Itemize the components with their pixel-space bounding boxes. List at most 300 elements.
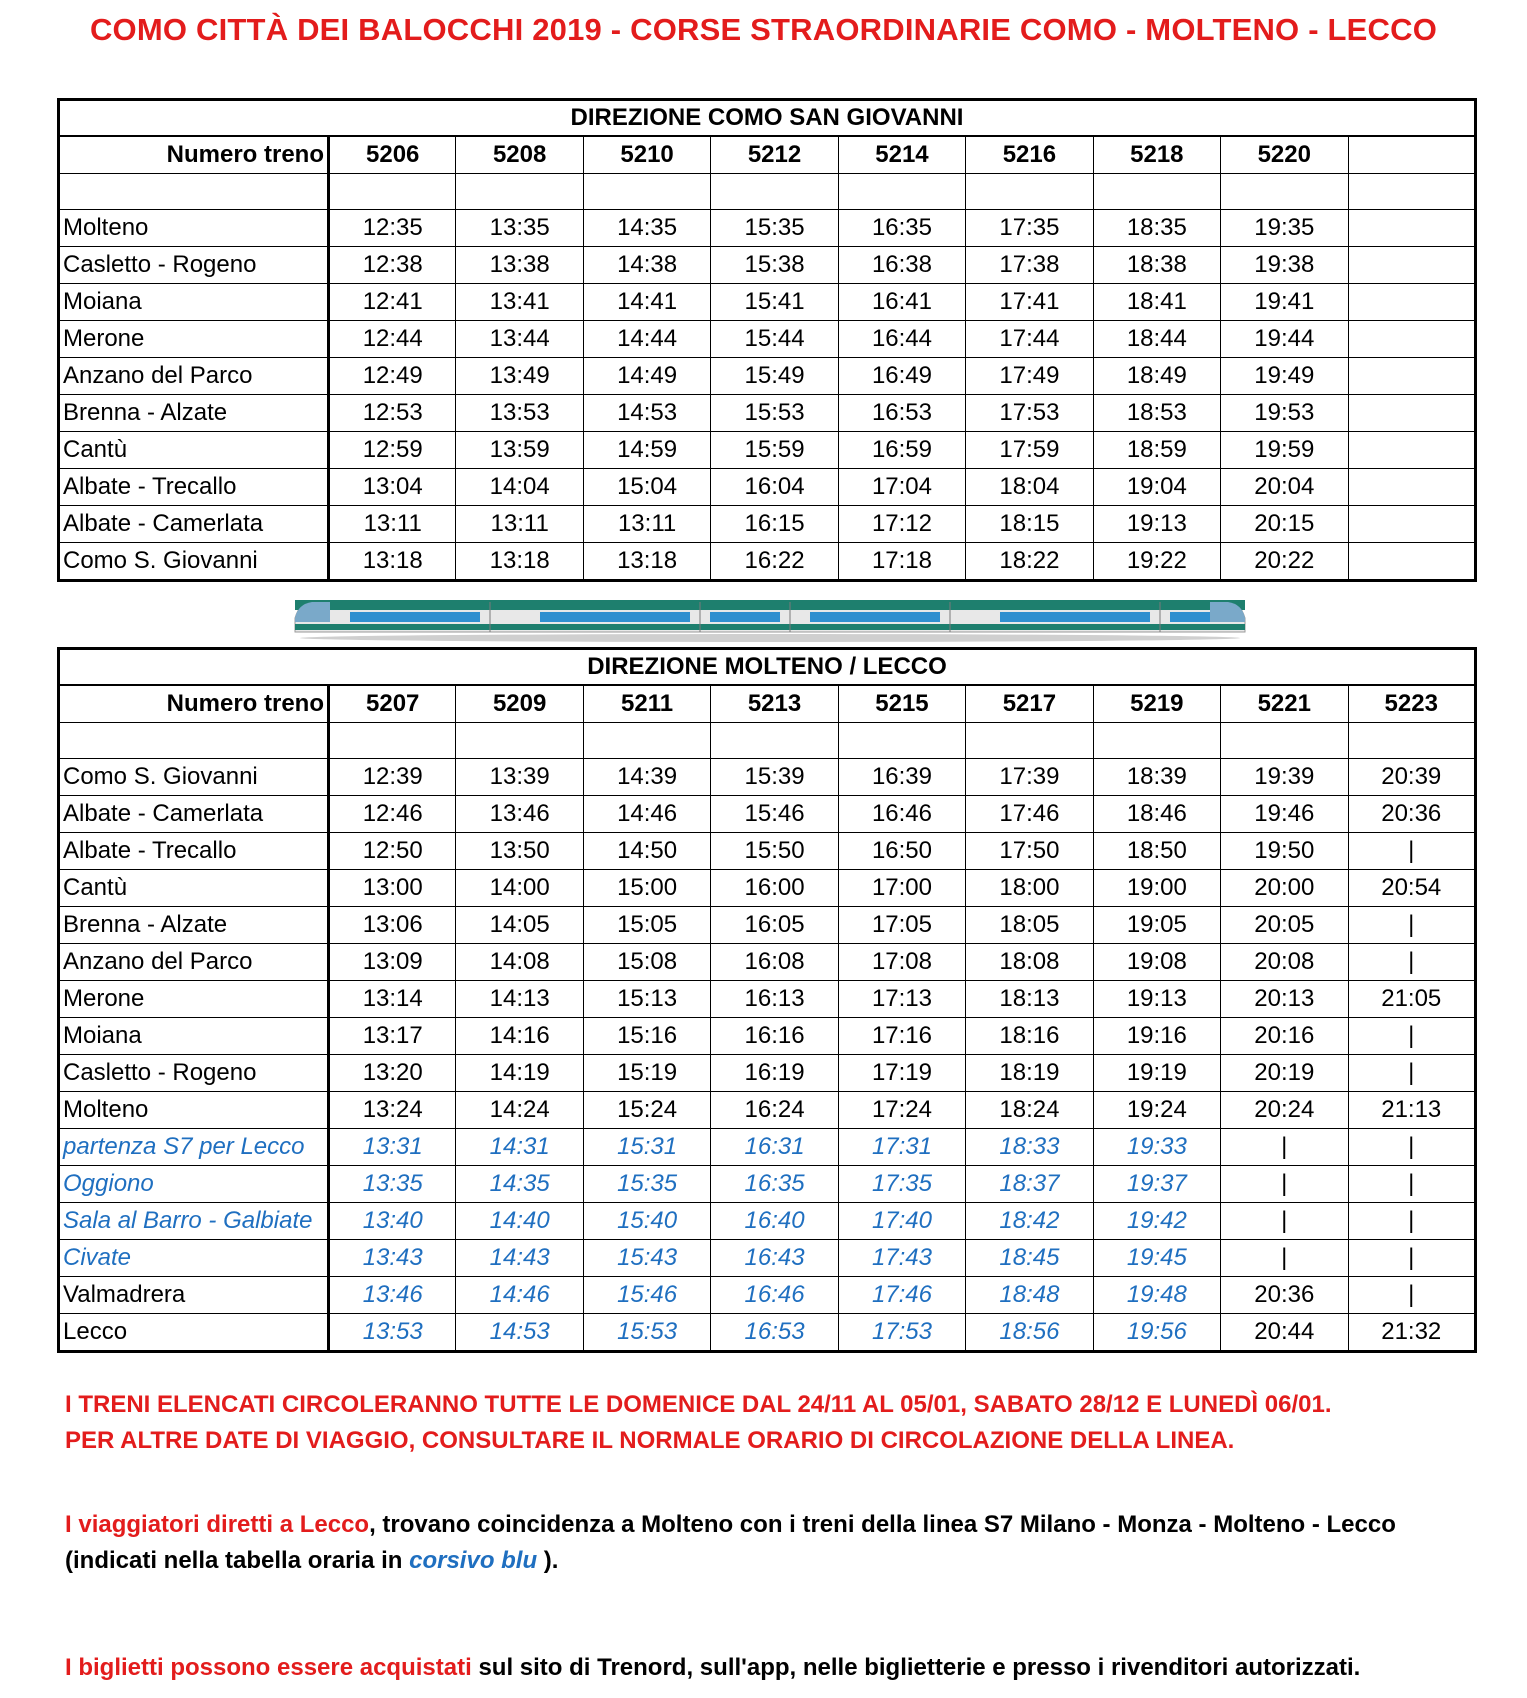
- departure-time: 20:54: [1348, 870, 1476, 907]
- table-row: [59, 1203, 1476, 1240]
- departure-time: 15:31: [583, 1129, 710, 1166]
- departure-time: 20:00: [1221, 870, 1348, 907]
- train-number: 5209: [456, 685, 583, 723]
- departure-time: 17:53: [966, 395, 1093, 432]
- station-name: Merone: [59, 321, 329, 358]
- departure-time: 18:39: [1093, 759, 1220, 796]
- train-number: 5208: [456, 136, 583, 174]
- spacer-cell: [1221, 174, 1348, 210]
- departure-time: 17:08: [838, 944, 965, 981]
- departure-time: 18:56: [966, 1314, 1093, 1352]
- spacer-cell: [59, 723, 329, 759]
- departure-time: 13:04: [329, 469, 456, 506]
- table-row: [59, 1166, 1476, 1203]
- departure-time: 18:59: [1093, 432, 1220, 469]
- departure-time: 16:31: [711, 1129, 838, 1166]
- station-name: Oggiono: [59, 1166, 329, 1203]
- departure-time: 19:16: [1093, 1018, 1220, 1055]
- departure-time: 17:46: [966, 796, 1093, 833]
- departure-time: 18:44: [1093, 321, 1220, 358]
- train-number-label: Numero treno: [59, 685, 329, 723]
- departure-time: 13:11: [456, 506, 583, 543]
- departure-time: 13:43: [329, 1240, 456, 1277]
- departure-time: 18:45: [966, 1240, 1093, 1277]
- departure-time: 14:44: [583, 321, 710, 358]
- departure-time: 15:08: [583, 944, 710, 981]
- departure-time: 16:49: [838, 358, 965, 395]
- departure-time: 19:56: [1093, 1314, 1220, 1352]
- departure-time: [1348, 543, 1476, 581]
- spacer-cell: [1221, 723, 1348, 759]
- departure-time: 14:46: [583, 796, 710, 833]
- train-number: 5210: [583, 136, 710, 174]
- departure-time: [1348, 432, 1476, 469]
- departure-time: 14:35: [456, 1166, 583, 1203]
- connection-note: [65, 1507, 1396, 1579]
- departure-time: 18:19: [966, 1055, 1093, 1092]
- departure-time: 18:46: [1093, 796, 1220, 833]
- departure-time: 13:53: [456, 395, 583, 432]
- spacer-cell: [711, 174, 838, 210]
- table-row: [59, 796, 1476, 833]
- departure-time: 12:50: [329, 833, 456, 870]
- departure-time: 16:40: [711, 1203, 838, 1240]
- table-row: [59, 1055, 1476, 1092]
- departure-time: 13:20: [329, 1055, 456, 1092]
- departure-time: 16:46: [711, 1277, 838, 1314]
- train-number: 5207: [329, 685, 456, 723]
- departure-time: 16:22: [711, 543, 838, 581]
- departure-time: 13:18: [583, 543, 710, 581]
- station-name: Albate - Camerlata: [59, 796, 329, 833]
- departure-time: 18:48: [966, 1277, 1093, 1314]
- departure-time: 17:12: [838, 506, 965, 543]
- table-row: [59, 247, 1476, 284]
- departure-time: 17:19: [838, 1055, 965, 1092]
- departure-time: 17:16: [838, 1018, 965, 1055]
- table-row: [59, 833, 1476, 870]
- departure-time: 16:41: [838, 284, 965, 321]
- table-row: [59, 1129, 1476, 1166]
- departure-time: 19:45: [1093, 1240, 1220, 1277]
- station-name: Casletto - Rogeno: [59, 1055, 329, 1092]
- departure-time: 16:15: [711, 506, 838, 543]
- spacer-cell: [838, 723, 965, 759]
- departure-time: |: [1348, 1240, 1476, 1277]
- connection-line-2: [65, 1543, 1396, 1579]
- timetable-molteno-lecco: [57, 647, 1477, 1353]
- departure-time: |: [1221, 1203, 1348, 1240]
- spacer-row: [59, 723, 1476, 759]
- departure-time: |: [1348, 944, 1476, 981]
- timetable-como: [57, 98, 1477, 582]
- departure-time: 15:39: [711, 759, 838, 796]
- spacer-cell: [1093, 174, 1220, 210]
- departure-time: 13:46: [329, 1277, 456, 1314]
- departure-time: 18:41: [1093, 284, 1220, 321]
- departure-time: |: [1221, 1166, 1348, 1203]
- departure-time: 14:16: [456, 1018, 583, 1055]
- legend-suffix: ).: [537, 1547, 559, 1574]
- departure-time: 19:22: [1093, 543, 1220, 581]
- departure-time: 16:13: [711, 981, 838, 1018]
- departure-time: 15:16: [583, 1018, 710, 1055]
- departure-time: [1348, 321, 1476, 358]
- departure-time: 16:46: [838, 796, 965, 833]
- table-row: [59, 506, 1476, 543]
- departure-time: 18:04: [966, 469, 1093, 506]
- departure-time: 20:39: [1348, 759, 1476, 796]
- departure-time: 13:40: [329, 1203, 456, 1240]
- direction-row: [59, 100, 1476, 137]
- departure-time: 13:49: [456, 358, 583, 395]
- spacer-row: [59, 174, 1476, 210]
- departure-time: 14:31: [456, 1129, 583, 1166]
- station-name: Brenna - Alzate: [59, 395, 329, 432]
- departure-time: 16:44: [838, 321, 965, 358]
- connection-text: , trovano coincidenza a Molteno con i treni della linea S7 Milano - Monza - Molteno - Lecco: [369, 1511, 1396, 1538]
- departure-time: 19:04: [1093, 469, 1220, 506]
- departure-time: 17:18: [838, 543, 965, 581]
- station-name: Molteno: [59, 210, 329, 247]
- departure-time: 13:38: [456, 247, 583, 284]
- departure-time: 13:39: [456, 759, 583, 796]
- departure-time: 19:59: [1221, 432, 1348, 469]
- departure-time: 18:35: [1093, 210, 1220, 247]
- departure-time: 14:59: [583, 432, 710, 469]
- departure-time: 19:33: [1093, 1129, 1220, 1166]
- departure-time: 20:16: [1221, 1018, 1348, 1055]
- departure-time: |: [1348, 1277, 1476, 1314]
- station-name: Cantù: [59, 432, 329, 469]
- station-name: Civate: [59, 1240, 329, 1277]
- connection-highlight: viaggiatori diretti a Lecco: [78, 1511, 370, 1538]
- departure-time: 17:38: [966, 247, 1093, 284]
- departure-time: 17:24: [838, 1092, 965, 1129]
- departure-time: [1348, 506, 1476, 543]
- departure-time: 13:59: [456, 432, 583, 469]
- departure-time: 15:05: [583, 907, 710, 944]
- departure-time: |: [1221, 1129, 1348, 1166]
- station-name: Anzano del Parco: [59, 944, 329, 981]
- departure-time: 17:13: [838, 981, 965, 1018]
- departure-time: 15:46: [583, 1277, 710, 1314]
- departure-time: 14:35: [583, 210, 710, 247]
- departure-time: 21:05: [1348, 981, 1476, 1018]
- departure-time: 17:41: [966, 284, 1093, 321]
- departure-time: 13:14: [329, 981, 456, 1018]
- departure-time: 17:35: [966, 210, 1093, 247]
- departure-time: 18:38: [1093, 247, 1220, 284]
- page-title: COMO CITTÀ DEI BALOCCHI 2019 - CORSE STRAORDINARIE COMO - MOLTENO - LECCO: [89, 12, 1438, 47]
- departure-time: |: [1221, 1240, 1348, 1277]
- station-name: Albate - Trecallo: [59, 833, 329, 870]
- station-name: Albate - Trecallo: [59, 469, 329, 506]
- table-row: [59, 1092, 1476, 1129]
- departure-time: 18:49: [1093, 358, 1220, 395]
- departure-time: 20:13: [1221, 981, 1348, 1018]
- train-number-label: Numero treno: [59, 136, 329, 174]
- table-row: [59, 944, 1476, 981]
- departure-time: 13:18: [456, 543, 583, 581]
- departure-time: 14:04: [456, 469, 583, 506]
- table-row: [59, 907, 1476, 944]
- table-row: [59, 759, 1476, 796]
- tickets-highlight: I biglietti possono essere acquistati: [65, 1654, 472, 1681]
- departure-time: 19:48: [1093, 1277, 1220, 1314]
- departure-time: 17:40: [838, 1203, 965, 1240]
- departure-time: 14:13: [456, 981, 583, 1018]
- train-number: 5223: [1348, 685, 1476, 723]
- departure-time: 13:06: [329, 907, 456, 944]
- departure-time: 16:19: [711, 1055, 838, 1092]
- departure-time: 19:42: [1093, 1203, 1220, 1240]
- departure-time: 16:05: [711, 907, 838, 944]
- departure-time: 19:24: [1093, 1092, 1220, 1129]
- departure-time: 15:40: [583, 1203, 710, 1240]
- departure-time: 17:31: [838, 1129, 965, 1166]
- departure-time: 13:24: [329, 1092, 456, 1129]
- spacer-cell: [329, 174, 456, 210]
- departure-time: 18:00: [966, 870, 1093, 907]
- departure-time: |: [1348, 1129, 1476, 1166]
- departure-time: 17:46: [838, 1277, 965, 1314]
- station-name: Merone: [59, 981, 329, 1018]
- departure-time: 17:35: [838, 1166, 965, 1203]
- departure-time: 13:46: [456, 796, 583, 833]
- departure-time: 19:39: [1221, 759, 1348, 796]
- departure-time: 18:22: [966, 543, 1093, 581]
- departure-time: 13:17: [329, 1018, 456, 1055]
- direction-heading: DIREZIONE MOLTENO / LECCO: [59, 649, 1476, 686]
- departure-time: 15:19: [583, 1055, 710, 1092]
- train-number: 5221: [1221, 685, 1348, 723]
- spacer-cell: [838, 174, 965, 210]
- departure-time: 16:59: [838, 432, 965, 469]
- spacer-cell: [966, 723, 1093, 759]
- train-number: 5220: [1221, 136, 1348, 174]
- departure-time: 17:43: [838, 1240, 965, 1277]
- spacer-cell: [583, 723, 710, 759]
- station-name: Como S. Giovanni: [59, 759, 329, 796]
- departure-time: |: [1348, 1166, 1476, 1203]
- departure-time: 16:43: [711, 1240, 838, 1277]
- departure-time: 14:08: [456, 944, 583, 981]
- departure-time: 16:08: [711, 944, 838, 981]
- departure-time: 13:44: [456, 321, 583, 358]
- departure-time: 15:35: [711, 210, 838, 247]
- station-name: Brenna - Alzate: [59, 907, 329, 944]
- departure-time: 16:04: [711, 469, 838, 506]
- train-number-row: [59, 685, 1476, 723]
- table-row: [59, 1314, 1476, 1352]
- departure-time: 20:05: [1221, 907, 1348, 944]
- departure-time: 12:49: [329, 358, 456, 395]
- departure-time: 20:19: [1221, 1055, 1348, 1092]
- station-name: Lecco: [59, 1314, 329, 1352]
- spacer-cell: [59, 174, 329, 210]
- departure-time: 13:50: [456, 833, 583, 870]
- departure-time: [1348, 358, 1476, 395]
- departure-time: 16:00: [711, 870, 838, 907]
- tickets-note: [65, 1650, 1360, 1686]
- departure-time: 12:38: [329, 247, 456, 284]
- departure-time: 19:13: [1093, 981, 1220, 1018]
- departure-time: 17:50: [966, 833, 1093, 870]
- departure-time: 17:59: [966, 432, 1093, 469]
- departure-time: 12:59: [329, 432, 456, 469]
- departure-time: 13:18: [329, 543, 456, 581]
- departure-time: 16:35: [838, 210, 965, 247]
- departure-time: 20:08: [1221, 944, 1348, 981]
- departure-time: 19:50: [1221, 833, 1348, 870]
- spacer-cell: [456, 723, 583, 759]
- departure-time: 12:41: [329, 284, 456, 321]
- station-name: Moiana: [59, 1018, 329, 1055]
- departure-time: 19:44: [1221, 321, 1348, 358]
- departure-time: 15:59: [711, 432, 838, 469]
- spacer-cell: [456, 174, 583, 210]
- departure-time: 13:53: [329, 1314, 456, 1352]
- departure-time: |: [1348, 907, 1476, 944]
- train-number: 5212: [711, 136, 838, 174]
- validity-line-1: I TRENI ELENCATI CIRCOLERANNO TUTTE LE DOMENICE DAL 24/11 AL 05/01, SABATO 28/12 E LUNEDÌ 06/01.: [65, 1391, 1332, 1418]
- departure-time: 13:11: [583, 506, 710, 543]
- departure-time: 16:38: [838, 247, 965, 284]
- departure-time: 14:39: [583, 759, 710, 796]
- departure-time: 17:39: [966, 759, 1093, 796]
- table-row: [59, 543, 1476, 581]
- departure-time: 15:35: [583, 1166, 710, 1203]
- departure-time: 14:43: [456, 1240, 583, 1277]
- departure-time: 20:04: [1221, 469, 1348, 506]
- departure-time: 17:04: [838, 469, 965, 506]
- departure-time: 12:46: [329, 796, 456, 833]
- departure-time: 18:13: [966, 981, 1093, 1018]
- table-row: [59, 395, 1476, 432]
- departure-time: 16:24: [711, 1092, 838, 1129]
- table-row: [59, 981, 1476, 1018]
- departure-time: 19:53: [1221, 395, 1348, 432]
- departure-time: 19:37: [1093, 1166, 1220, 1203]
- spacer-cell: [583, 174, 710, 210]
- departure-time: 17:05: [838, 907, 965, 944]
- legend-blue-italic: corsivo blu: [409, 1547, 538, 1574]
- station-name: Anzano del Parco: [59, 358, 329, 395]
- departure-time: 16:16: [711, 1018, 838, 1055]
- departure-time: 18:15: [966, 506, 1093, 543]
- table-row: [59, 210, 1476, 247]
- train-number: 5211: [583, 685, 710, 723]
- departure-time: 16:50: [838, 833, 965, 870]
- departure-time: 13:35: [329, 1166, 456, 1203]
- departure-time: 21:32: [1348, 1314, 1476, 1352]
- departure-time: 15:24: [583, 1092, 710, 1129]
- departure-time: 15:43: [583, 1240, 710, 1277]
- train-number-row: [59, 136, 1476, 174]
- departure-time: 15:04: [583, 469, 710, 506]
- departure-time: 17:49: [966, 358, 1093, 395]
- departure-time: 13:35: [456, 210, 583, 247]
- legend-prefix: (indicati nella tabella oraria in: [65, 1547, 410, 1574]
- departure-time: 18:08: [966, 944, 1093, 981]
- table-row: [59, 432, 1476, 469]
- departure-time: 18:33: [966, 1129, 1093, 1166]
- departure-time: 17:00: [838, 870, 965, 907]
- departure-time: 19:46: [1221, 796, 1348, 833]
- departure-time: 15:00: [583, 870, 710, 907]
- departure-time: 18:24: [966, 1092, 1093, 1129]
- table-row: [59, 1240, 1476, 1277]
- departure-time: 14:19: [456, 1055, 583, 1092]
- departure-time: [1348, 247, 1476, 284]
- spacer-cell: [1348, 174, 1476, 210]
- spacer-cell: [966, 174, 1093, 210]
- departure-time: 12:35: [329, 210, 456, 247]
- connection-prefix: I: [65, 1511, 79, 1538]
- departure-time: 19:13: [1093, 506, 1220, 543]
- departure-time: 13:41: [456, 284, 583, 321]
- spacer-cell: [1348, 723, 1476, 759]
- departure-time: 13:31: [329, 1129, 456, 1166]
- departure-time: 19:41: [1221, 284, 1348, 321]
- departure-time: 14:38: [583, 247, 710, 284]
- departure-time: 19:08: [1093, 944, 1220, 981]
- departure-time: 17:53: [838, 1314, 965, 1352]
- direction-heading: DIREZIONE COMO SAN GIOVANNI: [59, 100, 1476, 137]
- departure-time: 15:49: [711, 358, 838, 395]
- train-illustration: [290, 588, 1250, 644]
- spacer-cell: [711, 723, 838, 759]
- table-row: [59, 469, 1476, 506]
- train-number: 5215: [838, 685, 965, 723]
- departure-time: [1348, 210, 1476, 247]
- train-number: [1348, 136, 1476, 174]
- departure-time: 16:39: [838, 759, 965, 796]
- departure-time: 14:53: [583, 395, 710, 432]
- departure-time: 19:19: [1093, 1055, 1220, 1092]
- departure-time: 14:53: [456, 1314, 583, 1352]
- departure-time: 13:00: [329, 870, 456, 907]
- tickets-text: sul sito di Trenord, sull'app, nelle biglietterie e presso i rivenditori autorizzati.: [471, 1654, 1361, 1681]
- departure-time: 20:36: [1221, 1277, 1348, 1314]
- station-name: Sala al Barro - Galbiate: [59, 1203, 329, 1240]
- departure-time: 18:16: [966, 1018, 1093, 1055]
- departure-time: 20:24: [1221, 1092, 1348, 1129]
- departure-time: 19:38: [1221, 247, 1348, 284]
- station-name: Como S. Giovanni: [59, 543, 329, 581]
- departure-time: 14:50: [583, 833, 710, 870]
- departure-time: 15:13: [583, 981, 710, 1018]
- departure-time: |: [1348, 1055, 1476, 1092]
- spacer-cell: [329, 723, 456, 759]
- departure-time: 12:53: [329, 395, 456, 432]
- departure-time: 18:42: [966, 1203, 1093, 1240]
- train-number: 5216: [966, 136, 1093, 174]
- departure-time: 16:35: [711, 1166, 838, 1203]
- station-name: Albate - Camerlata: [59, 506, 329, 543]
- departure-time: [1348, 469, 1476, 506]
- train-number: 5219: [1093, 685, 1220, 723]
- departure-time: 15:44: [711, 321, 838, 358]
- departure-time: 16:53: [838, 395, 965, 432]
- departure-time: 20:36: [1348, 796, 1476, 833]
- departure-time: 19:00: [1093, 870, 1220, 907]
- station-name: partenza S7 per Lecco: [59, 1129, 329, 1166]
- connection-line-1: [65, 1507, 1396, 1543]
- departure-time: 20:15: [1221, 506, 1348, 543]
- direction-row: [59, 649, 1476, 686]
